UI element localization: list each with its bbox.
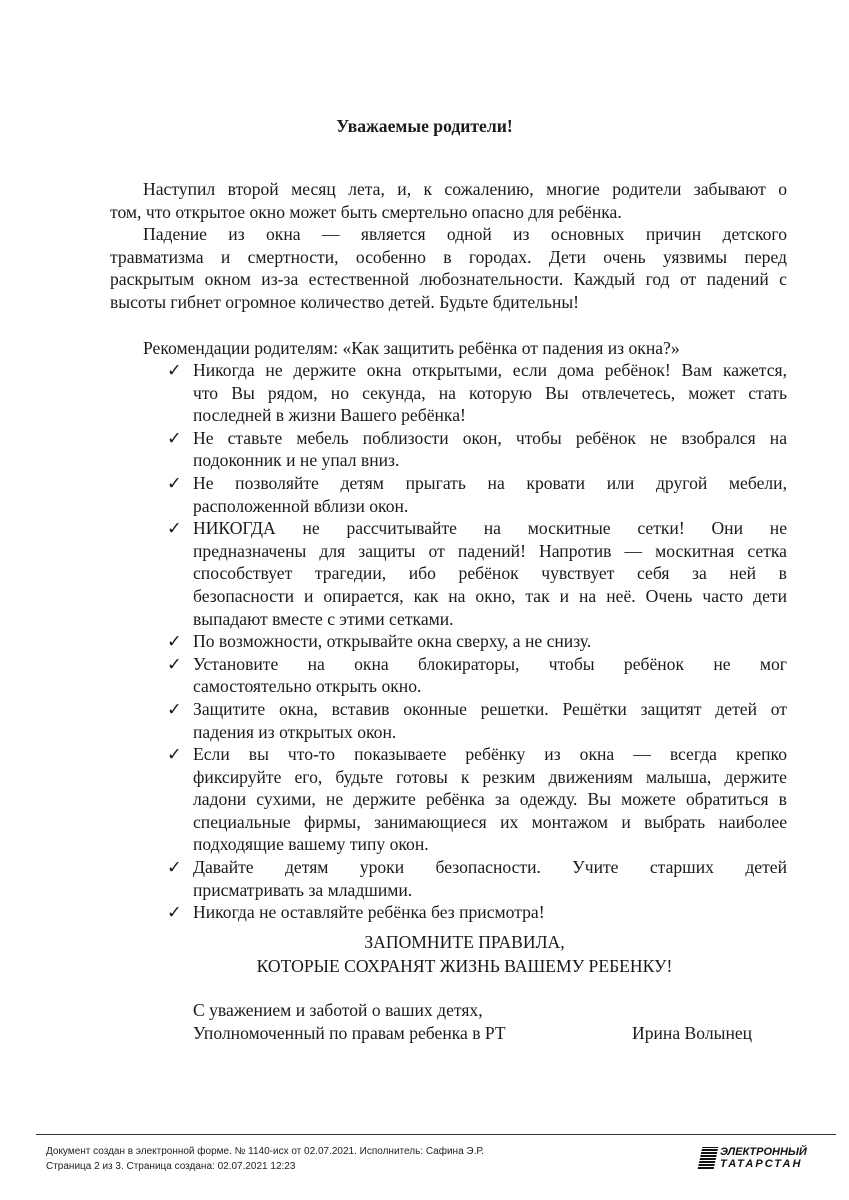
checkmark-icon: ✓ xyxy=(167,653,182,674)
text-line: ладони сухими, не держите ребёнка за одежду. Вы можете обратиться в xyxy=(193,789,787,810)
list-item xyxy=(167,856,787,901)
text-line: предназначены для защиты от падений! Напротив — москитная сетка xyxy=(193,540,787,561)
logo-text-top: ЭЛЕКТРОННЫЙ xyxy=(720,1146,807,1158)
checkmark-icon: ✓ xyxy=(167,472,182,493)
list-item xyxy=(167,901,787,924)
checkmark-icon: ✓ xyxy=(167,744,182,765)
list-item xyxy=(167,743,787,856)
text-line: том, что открытое окно может быть смертельно опасно для ребёнка. xyxy=(110,201,622,222)
text-line: что Вы рядом, но секунда, на которую Вы отвлечетесь, может стать xyxy=(193,382,787,403)
text-line: присматривать за младшими. xyxy=(193,879,413,900)
text-line: НИКОГДА не рассчитывайте на москитные сетки! Они не xyxy=(193,518,787,539)
text-line: Никогда не оставляйте ребёнка без присмотра! xyxy=(193,902,545,923)
text-line: Если вы что-то показываете ребёнку из окна — всегда крепко xyxy=(193,744,787,765)
text-line: Защитите окна, вставив оконные решетки. Решётки защитят детей от xyxy=(193,698,787,719)
electronic-tatarstan-logo xyxy=(700,1146,807,1170)
text-line: Давайте детям уроки безопасности. Учите старших детей xyxy=(193,857,787,878)
footer-text xyxy=(46,1144,484,1174)
logo-mark-icon xyxy=(698,1147,719,1169)
page-title: Уважаемые родители! xyxy=(336,116,513,136)
text-line: самостоятельно открыть окно. xyxy=(193,676,422,697)
intro-paragraph xyxy=(110,223,787,313)
text-line: Никогда не держите окна открытыми, если дома ребёнок! Вам кажется, xyxy=(193,360,787,380)
text-line: Наступил второй месяц лета, и, к сожалению, многие родители забывают о xyxy=(143,179,787,199)
checkmark-icon: ✓ xyxy=(167,427,182,448)
text-line: последней в жизни Вашего ребёнка! xyxy=(193,405,466,426)
text-line: подходящие вашему типу окон. xyxy=(193,834,429,855)
intro-paragraphs xyxy=(110,178,787,314)
text-line: подоконник и не упал вниз. xyxy=(193,450,400,471)
text-line: способствует трагедии, ибо ребёнок чувствует себя за ней в xyxy=(193,563,787,584)
text-line: Не ставьте мебель поблизости окон, чтобы ребёнок не взобрался на xyxy=(193,427,787,448)
slogan-line-2: КОТОРЫЕ СОХРАНЯТ ЖИЗНЬ ВАШЕМУ РЕБЕНКУ! xyxy=(256,956,673,976)
text-line: выпадают вместе с этими сетками. xyxy=(193,608,454,629)
text-line: высоты гибнет огромное количество детей. Будьте бдительны! xyxy=(110,291,580,312)
checkmark-icon: ✓ xyxy=(167,360,182,380)
list-item xyxy=(167,427,787,472)
checkmark-icon: ✓ xyxy=(167,518,182,539)
text-line: Не позволяйте детям прыгать на кровати или другой мебели, xyxy=(193,472,787,493)
intro-paragraph xyxy=(110,178,787,223)
checkmark-icon: ✓ xyxy=(167,698,182,719)
text-line: Падение из окна — является одной из основных причин детского xyxy=(143,224,787,245)
text-line: специальные фирмы, занимающиеся их монтажом и выбрать наиболее xyxy=(193,811,787,832)
list-item xyxy=(167,698,787,743)
text-line: падения из открытых окон. xyxy=(193,721,397,742)
list-item xyxy=(167,653,787,698)
list-item xyxy=(167,517,787,630)
text-line: безопасности и опирается, как на окно, так и на неё. Очень часто дети xyxy=(193,585,787,606)
recommendations-heading: Рекомендации родителям: «Как защитить ребёнка от падения из окна?» xyxy=(143,338,680,358)
recommendation-list xyxy=(167,359,787,924)
footer-divider xyxy=(36,1134,836,1135)
footer-document-info: Документ создан в электронной форме. № 1140-исх от 02.07.2021. Исполнитель: Сафина Э.Р. xyxy=(46,1146,484,1157)
text-line: травматизма и смертности, особенно в городах. Дети очень уязвимы перед xyxy=(110,246,787,267)
signature-name: Ирина Волынец xyxy=(632,1023,753,1043)
list-item xyxy=(167,359,787,427)
text-line: По возможности, открывайте окна сверху, а не снизу. xyxy=(193,631,592,652)
text-line: фиксируйте его, будьте готовы к резким движениям малыша, держите xyxy=(193,766,787,787)
signature-position: Уполномоченный по правам ребенка в РТ xyxy=(193,1023,506,1043)
signature-greeting: С уважением и заботой о ваших детях, xyxy=(193,1000,483,1020)
text-line: расположенной вблизи окон. xyxy=(193,495,409,516)
list-item xyxy=(167,472,787,517)
checkmark-icon: ✓ xyxy=(167,902,182,923)
footer-page-info: Страница 2 из 3. Страница создана: 02.07.2021 12:23 xyxy=(46,1161,296,1172)
text-line: Установите на окна блокираторы, чтобы ребёнок не мог xyxy=(193,653,787,674)
checkmark-icon: ✓ xyxy=(167,631,182,652)
list-item xyxy=(167,630,787,653)
slogan-line-1: ЗАПОМНИТЕ ПРАВИЛА, xyxy=(364,932,565,952)
text-line: раскрытым окном из-за естественной любознательности. Каждый год от падений с xyxy=(110,269,787,290)
checkmark-icon: ✓ xyxy=(167,857,182,878)
logo-text-bottom: ТАТАРСТАН xyxy=(720,1158,803,1170)
